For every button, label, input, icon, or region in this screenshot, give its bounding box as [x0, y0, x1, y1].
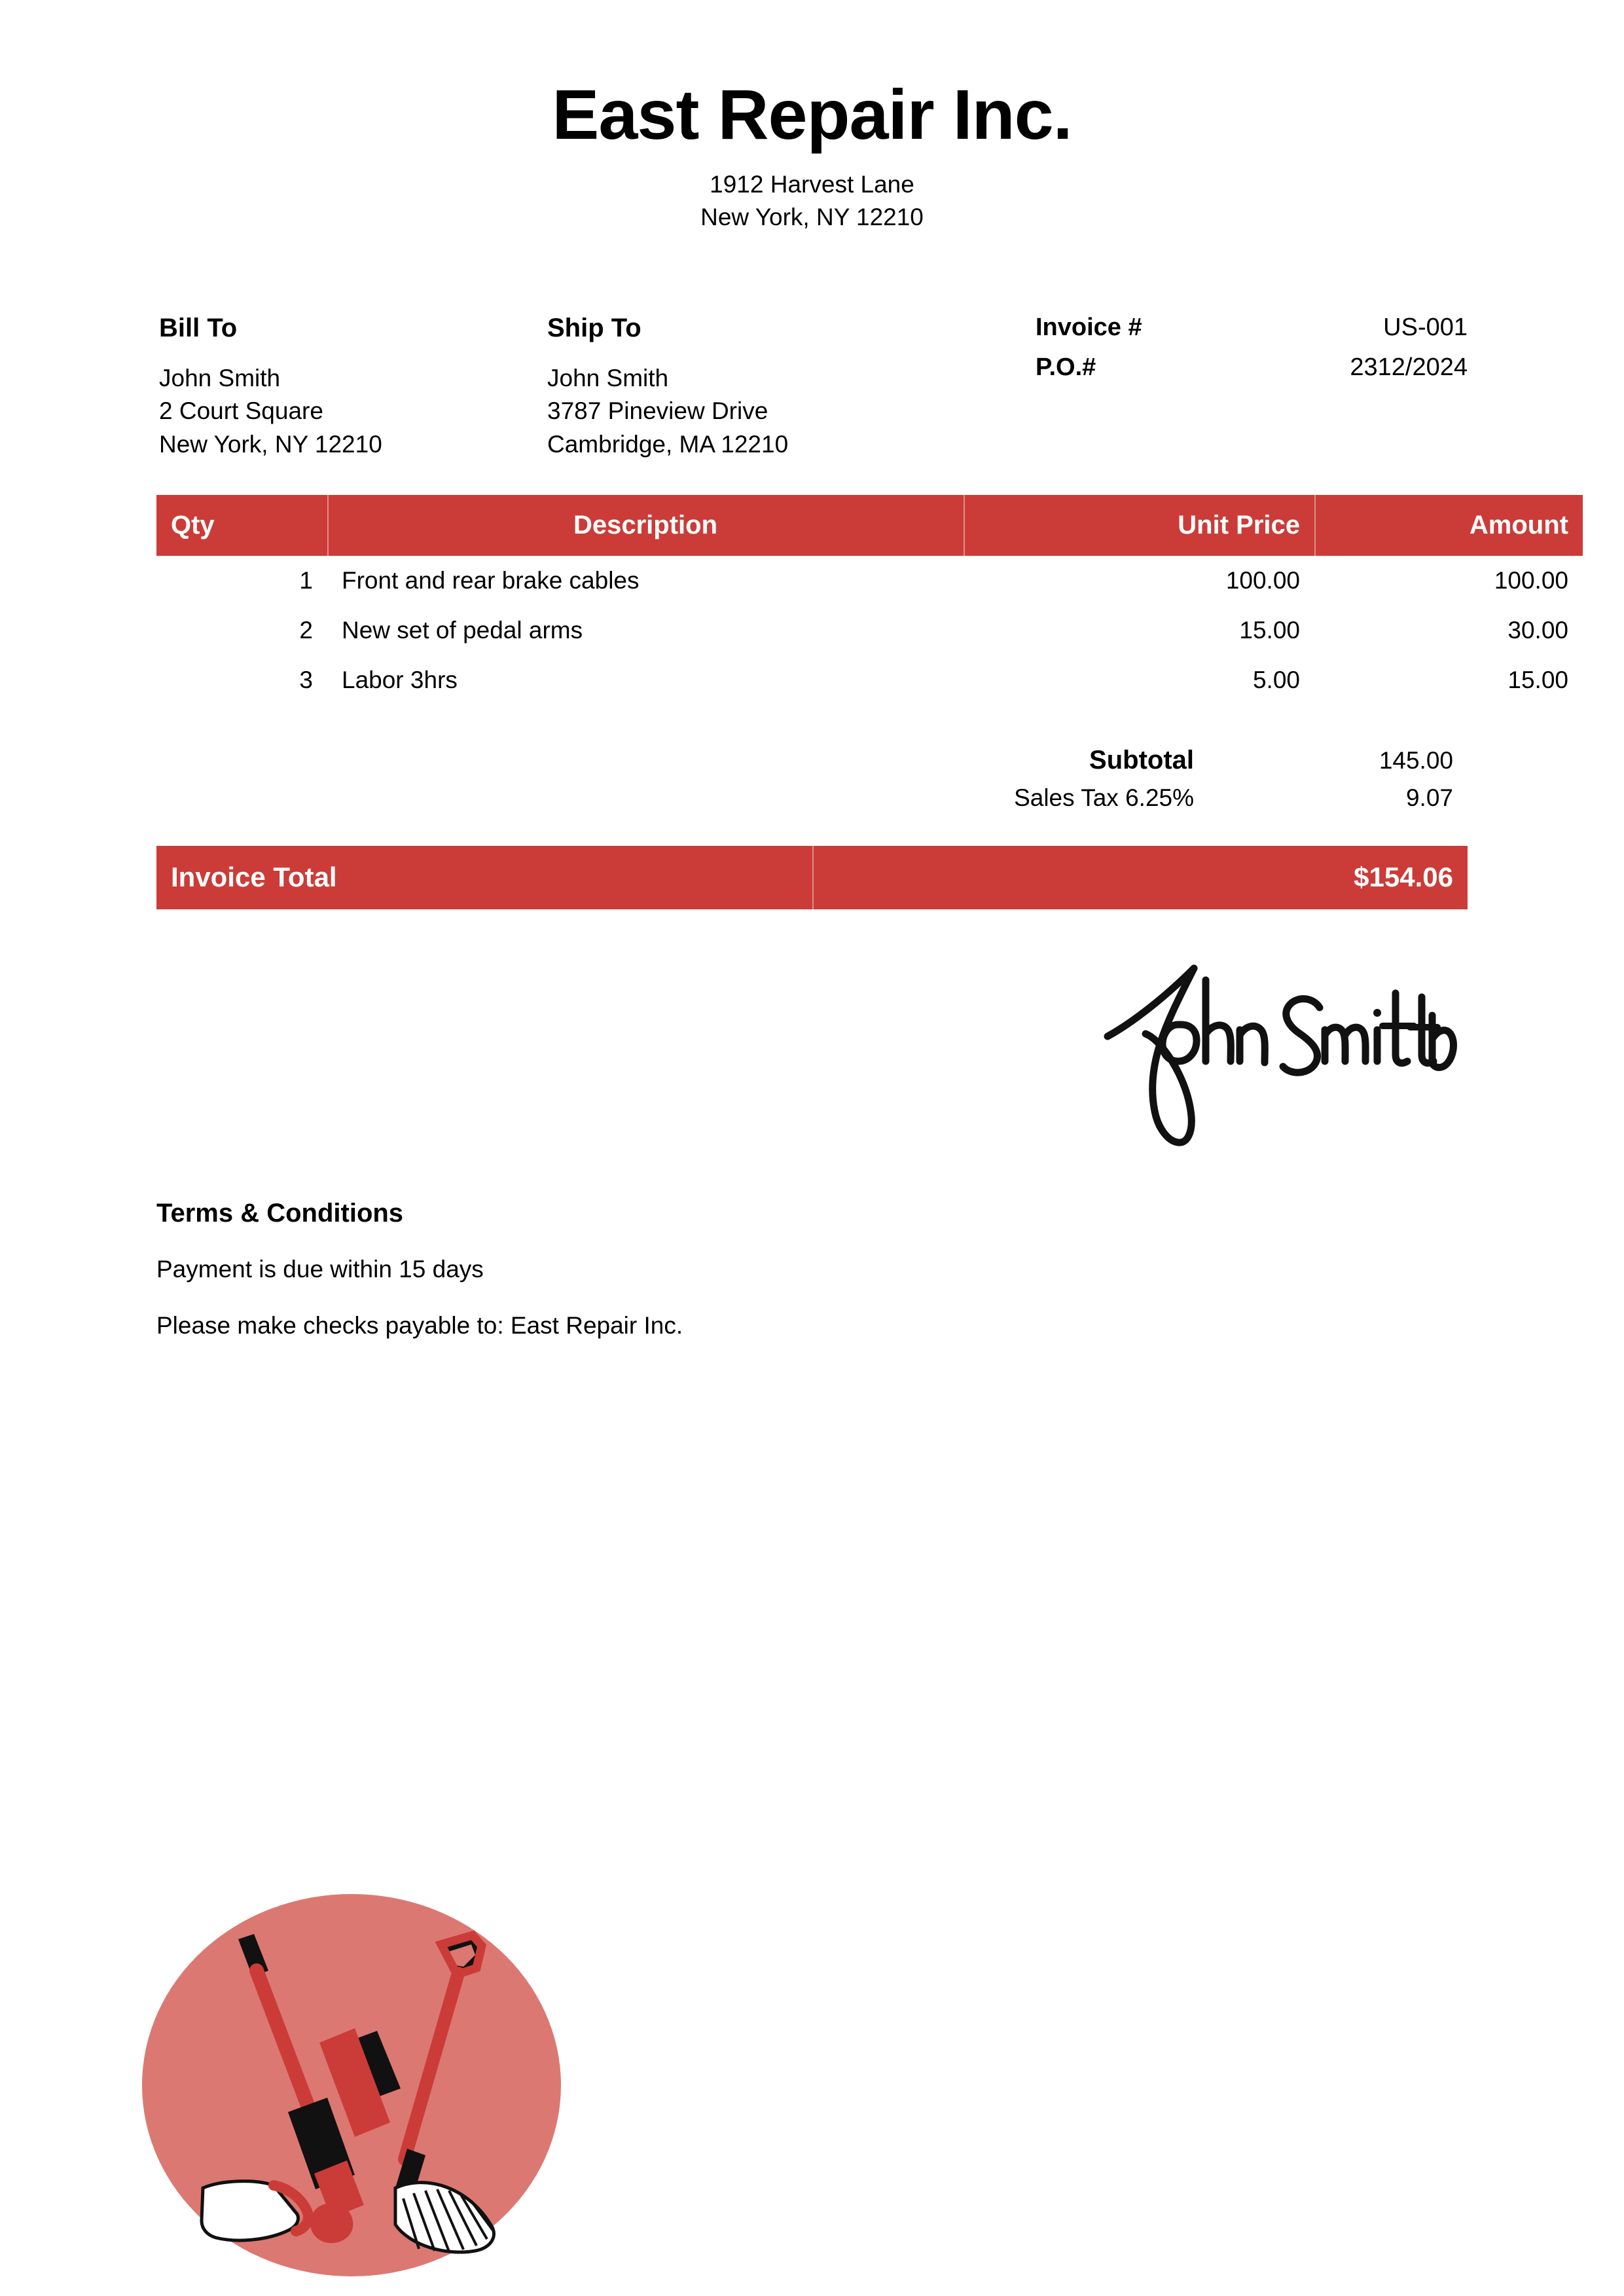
terms-line-1: Payment is due within 15 days: [156, 1255, 484, 1283]
invoice-total-bar: [156, 846, 1468, 909]
row-amount: 30.00: [1507, 616, 1568, 644]
row-description: New set of pedal arms: [342, 616, 583, 644]
po-number-label: P.O.#: [1036, 353, 1096, 381]
signature-area: [156, 957, 1468, 1153]
invoice-total-label: Invoice Total: [171, 862, 337, 893]
ship-to-title: Ship To: [547, 313, 641, 342]
subtotal-row: [156, 746, 1468, 775]
terms-section: [156, 1199, 1468, 1339]
subtotal-label: Subtotal: [1089, 745, 1194, 774]
terms-line-2: Please make checks payable to: East Repair Inc.: [156, 1311, 683, 1339]
header-qty: Qty: [156, 495, 327, 556]
ship-to-name: John Smith: [547, 364, 669, 392]
company-name: East Repair Inc.: [552, 75, 1072, 154]
subtotal-value: 145.00: [1379, 746, 1453, 774]
invoice-number-label: Invoice #: [1036, 313, 1142, 341]
row-amount: 15.00: [1507, 666, 1568, 693]
invoice-number-value: US-001: [1383, 313, 1468, 341]
bill-to-block: [159, 310, 382, 462]
row-description: Labor 3hrs: [342, 666, 458, 693]
parties-section: [156, 310, 1468, 467]
invoice-meta-block: [1036, 310, 1468, 390]
line-items-section: [156, 495, 1568, 705]
company-address: [0, 168, 1624, 232]
po-number-row: [1036, 350, 1468, 384]
line-items-table: [156, 495, 1583, 705]
sales-tax-value: 9.07: [1405, 784, 1453, 811]
bill-to-title: Bill To: [159, 313, 238, 342]
company-logo: [139, 1892, 564, 2278]
row-qty: 3: [299, 666, 313, 693]
invoice-total-value: $154.06: [812, 846, 1468, 909]
ship-to-block: [547, 310, 788, 462]
header-description: Description: [327, 495, 964, 556]
bill-to-name: John Smith: [159, 364, 281, 392]
table-header-row: [156, 495, 1583, 556]
header-amount: Amount: [1314, 495, 1583, 556]
po-number-value: 2312/2024: [1350, 353, 1468, 381]
row-qty: 1: [299, 566, 313, 594]
ship-to-street: 3787 Pineview Drive: [547, 397, 768, 425]
bill-to-street: 2 Court Square: [159, 397, 323, 425]
company-header: [0, 0, 1624, 233]
invoice-number-row: [1036, 310, 1468, 344]
row-qty: 2: [299, 616, 313, 644]
row-amount: 100.00: [1494, 566, 1568, 594]
totals-section: [156, 746, 1468, 812]
company-address-line2: New York, NY 12210: [700, 203, 924, 230]
table-row: [156, 606, 1583, 655]
header-unit-price: Unit Price: [964, 495, 1314, 556]
signature-john-smith: [1094, 957, 1461, 1156]
terms-title: Terms & Conditions: [156, 1198, 404, 1228]
row-unit-price: 100.00: [1225, 566, 1300, 594]
sales-tax-label: Sales Tax 6.25%: [1014, 784, 1194, 811]
ship-to-city: Cambridge, MA 12210: [547, 430, 789, 458]
row-unit-price: 15.00: [1239, 616, 1300, 644]
row-unit-price: 5.00: [1252, 666, 1300, 693]
table-row: [156, 556, 1583, 606]
sales-tax-row: [156, 784, 1468, 812]
row-description: Front and rear brake cables: [342, 566, 640, 594]
table-row: [156, 655, 1583, 705]
bill-to-city: New York, NY 12210: [159, 430, 382, 458]
company-address-line1: 1912 Harvest Lane: [710, 171, 914, 198]
